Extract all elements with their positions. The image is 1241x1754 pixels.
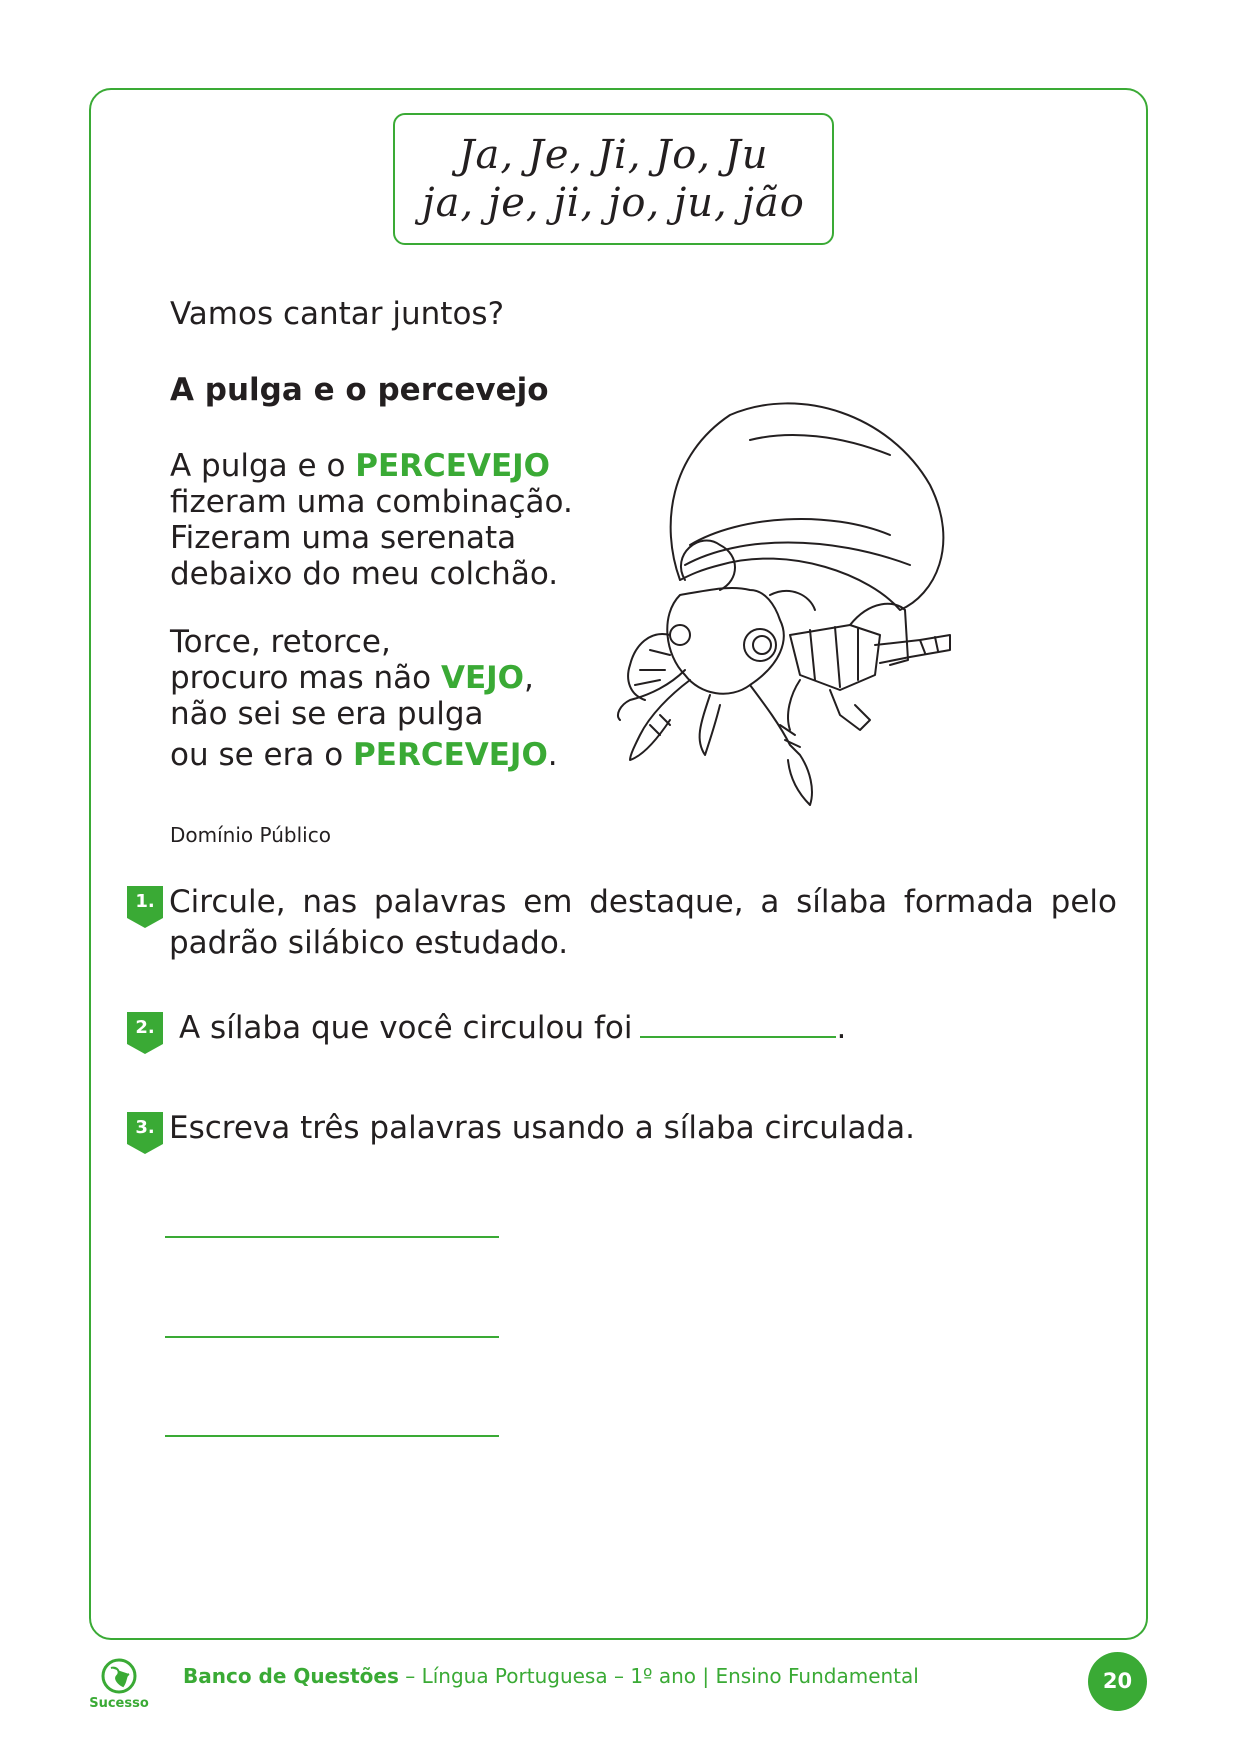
- question-number: 3.: [135, 1117, 155, 1138]
- syllable-box: [393, 113, 834, 245]
- question-suffix: .: [836, 1010, 847, 1046]
- poem-line: Fizeram uma serenata: [170, 520, 517, 556]
- question-3: [127, 1108, 1117, 1149]
- intro-text: Vamos cantar juntos?: [170, 296, 505, 332]
- poem-text: A pulga e o: [170, 448, 356, 484]
- poem-stanza-2: [170, 624, 558, 773]
- poem-text: .: [547, 737, 558, 773]
- publisher-logo: [84, 1658, 154, 1711]
- question-number: 2.: [135, 1017, 155, 1038]
- syllables-uppercase: Ja, Je, Ji, Jo, Ju: [458, 132, 769, 178]
- bug-illustration: [590, 395, 1010, 810]
- highlight-word: VEJO: [440, 660, 525, 696]
- poem-line: Torce, retorce,: [170, 624, 391, 660]
- question-2: [127, 1008, 1117, 1049]
- poem-line: não sei se era pulga: [170, 696, 484, 732]
- syllables-lowercase: ja, je, ji, jo, ju, jão: [422, 180, 805, 226]
- question-1: [127, 882, 1117, 964]
- poem-line: debaixo do meu colchão.: [170, 556, 559, 592]
- highlight-word: PERCEVEJO: [353, 737, 548, 773]
- poem-line: fizeram uma combinação.: [170, 484, 573, 520]
- footer-title: [183, 1664, 919, 1688]
- answer-blank[interactable]: [640, 1012, 836, 1038]
- globe-logo-icon: [101, 1658, 137, 1694]
- footer-title-bold: Banco de Questões: [183, 1664, 399, 1688]
- question-text: Escreva três palavras usando a sílaba circulada.: [169, 1110, 916, 1146]
- poem-stanza-1: [170, 448, 573, 592]
- footer-title-rest: – Língua Portuguesa – 1º ano | Ensino Fundamental: [398, 1664, 919, 1688]
- poem-text: ,: [524, 660, 534, 696]
- poem-text: procuro mas não: [170, 660, 441, 696]
- poem-line: [170, 448, 573, 484]
- question-text: Circule, nas palavras em destaque, a sílaba formada pelo padrão silábico estudado.: [169, 884, 1117, 961]
- answer-line-1[interactable]: [165, 1236, 499, 1238]
- poem-source: Domínio Público: [170, 823, 331, 847]
- answer-line-3[interactable]: [165, 1435, 499, 1437]
- question-text: [179, 1008, 1117, 1049]
- question-prompt: A sílaba que você circulou foi: [179, 1010, 633, 1046]
- question-badge: [127, 886, 163, 928]
- poem-line: [170, 660, 558, 696]
- poem-line: [170, 737, 558, 773]
- poem-title: A pulga e o percevejo: [170, 372, 549, 408]
- highlight-word: PERCEVEJO: [355, 448, 551, 484]
- question-badge: [127, 1012, 163, 1054]
- publisher-name: Sucesso: [89, 1696, 149, 1711]
- answer-line-2[interactable]: [165, 1336, 499, 1338]
- question-number: 1.: [135, 891, 155, 912]
- question-badge: [127, 1112, 163, 1154]
- poem-text: ou se era o: [170, 737, 354, 773]
- page-number: 20: [1088, 1652, 1147, 1711]
